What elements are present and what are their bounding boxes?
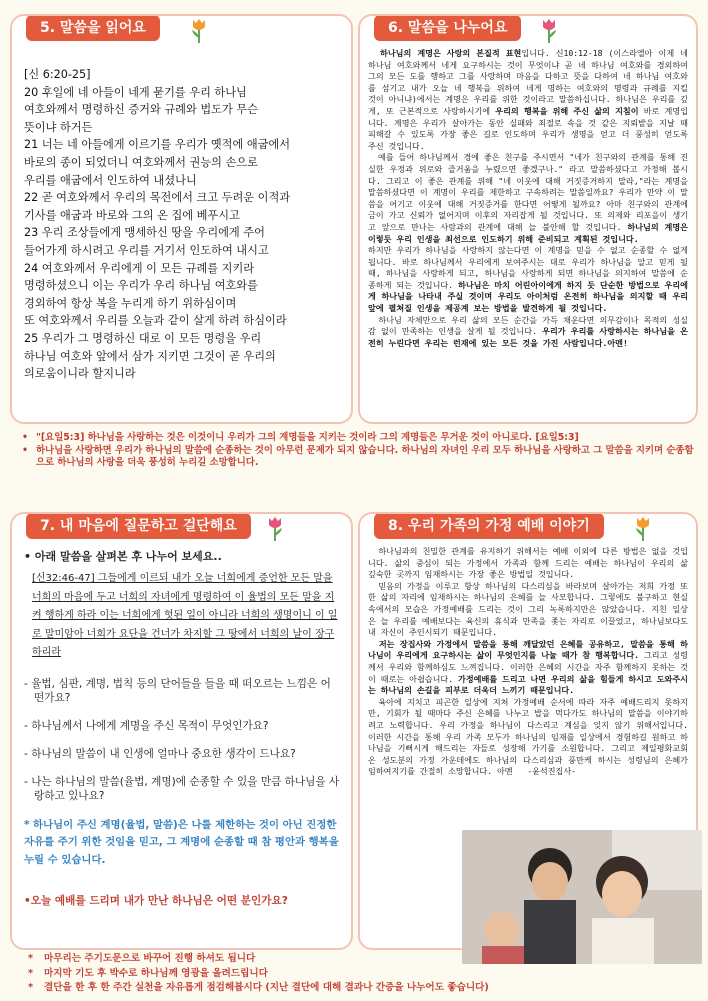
section-8-title: 8. 우리 가족의 가정 예배 이야기	[374, 513, 604, 539]
tulip-icon	[540, 18, 558, 44]
sharing-text: 하나님의 계명은 사랑의 본질적 표현입니다. 신10:12-18 (이스라엘아 이제 네 하나님 여호와께서 네게 요구하시는 것이 무엇이냐 곧 네 하나님 여호와를 경외하여 그의 모든 도를 행하고 그를 사랑하며 마음을 다하고 뜻을 다하여 네 하나님 여호와를 섬기고 내가 오늘 네 행복을 위하여 네게 명하는 여호와의 명령과 규례를 지킬 것이 아니냐)에서는 계명은 우리를 위한 것이라고 말씀하십니다. 하나님은 우리를 깊게, 또 근본적으로 사랑하시기에 우리의 행복을 위해 주신 삶의 지침이 바로 계명입니다. 계명은 우리가 살아가는 동안 실패와 죄절로 속을 것 같은 지뢰밭을 지날 때 피해갈 수 있도록 가장 좋은 길로 인도하며 우리가 생명을 얻고 더 풍성히 얻도록 주신 것입니다. 예를 들어 하나님께서 경에 좋은 친구를 주시면서 "네가 친구와의 관계를 통해 진실한 우정과 위로와 즐거움을 누렸으면 좋겠구나." 라고 말씀하셨다고 가정해 봅시다. 그리고 이 좋은 관계를 위해 "네 이웃에 대해 거짓증거하지 말라,"라는 계명을 말씀하셨다면 이 계명이 우리를 제한하고 구속하려는 말씀일까요? 우리가 만약 이 말씀을 어기고 이웃에 대해 거짓증거를 한다면 어떻게 될까요? 아마 친구와의 관계에 금이 가고 신뢰가 없어지며 이후의 자리잡게 될 것입니다. 또 의제와 리포을이 생기고 앞으로 만나는 사람과의 관계에 대해 늘 불안해 할 것입니다. 하나님의 계명은 이렇듯 우리 인생을 최선으로 인도하기 위해 준비되고 계획된 것입니다. 하지만 우리가 하나님을 사랑하지 않는다면 이 계명을 믿을 수 없고 순종할 수 없게 됩니다. 바로 하나님께서 우리에게 보여주시는 대로 우리가 하나님을 알고 믿게 될 때, 하나님을 사랑하게 되고, 하나님을 사랑하게 되면 하나님을 의지하여 말씀에 순종하게 되는 것입니다. 하나님은 마치 어린아이에게 하지 듯 단순한 방법으로 우리에게 하나님을 나타내 주실 것이며 우리도 아이처럼 온전히 하나님을 의지할 때 우리 앞에 펼쳐질 인생을 제공계 보는 방법을 발견하게 될 것입니다. 하나님 자체만으로 우리 삶의 모든 순간을 가득 채운다면 의무감이나 목적의 성실감 없이 만족하는 인생을 살게 될 것입니다. 우리가 우리를 사랑하시는 하나님을 온전히 누린다면 우리는 런재에 있는 모든 것을 가진 사람입니다.아멘!	[368, 48, 689, 348]
question-item: - 하나님께서 나에게 계명을 주신 목적이 무엇인가요?	[24, 719, 269, 732]
middle-notes	[20, 432, 694, 470]
reflection-question: •오늘 예배를 드리며 내가 만난 하나님은 어떤 분인가요?	[24, 895, 288, 908]
questions-intro: • 아래 말씀을 살펴본 후 나누어 보세요..	[24, 550, 222, 563]
question-item: - 나는 하나님의 말씀(율법, 계명)에 순종할 수 있을 만큼 하나님을 사랑하고 있나요?	[24, 775, 340, 802]
commandment-note: * 하나님이 주신 계명(율법, 말씀)은 나를 제한하는 것이 아닌 진정한 자유를 주기 위한 것임을 믿고, 그 계명에 순종할 때 참 평안과 행복을 누릴 수 있습니다.	[24, 818, 339, 866]
note-item: • 하나님을 사랑하면 우리가 하나님의 말씀에 순종하는 것이 아무런 문제가 되지 않습니다. 하나님의 자녀인 우리 모두 하나님을 사랑하고 그 말씀을 지키며 순종함으로 하나님의 사랑을 더욱 풍성히 누리길 소망합니다.	[20, 445, 694, 470]
tulip-icon	[190, 18, 208, 44]
scripture-text: 20 후일에 네 아들이 네게 묻기를 우리 하나님 여호와께서 명령하신 증거와 규례와 법도가 무슨 뜻이냐 하거든 21 너는 네 아들에게 이르기를 우리가 옛적에 애굽에서 바로의 종이 되었더니 여호와께서 권능의 손으로 우리를 애굽에서 인도하여 내셨나니 22 곧 여호와께서 우리의 목전에서 크고 두려운 이적과 기사를 애굽과 바로와 그의 온 집에 베푸시고 23 우리 조상들에게 맹세하신 땅을 우리에게 주어 들어가게 하시려고 우리를 거기서 인도하여 내시고 24 여호와께서 우리에게 이 모든 규례를 지키라 명령하셨으니 이는 우리가 우리 하나님 여호와를 경외하여 항상 복을 누리게 하기 위하심이며 또 여호와께서 우리를 오늘과 같이 살게 하려 하심이라 25 우리가 그 명령하신 대로 이 모든 명령을 우리 하나님 여호와 앞에서 삼가 지키면 그것이 곧 우리의 의로움이니라 할지니라	[24, 85, 291, 381]
section-6-title: 6. 말씀을 나누어요	[374, 15, 521, 41]
bottom-note-item: * 마무리는 주기도문으로 바꾸어 진행 하셔도 됩니다	[28, 952, 698, 967]
scripture-reference: [신 6:20-25]	[24, 68, 91, 81]
tulip-icon	[266, 516, 284, 542]
question-item: - 율법, 심판, 계명, 법칙 등의 단어들을 들을 때 떠오르는 느낌은 어떤가요?	[24, 677, 331, 704]
section-questions	[10, 512, 353, 950]
bottom-note-item: * 마지막 기도 후 박수로 하나님께 영광을 올려드립니다	[28, 967, 698, 982]
section-5-title: 5. 말씀을 읽어요	[26, 15, 160, 41]
bottom-note-item: * 결단을 한 후 한 주간 실천을 자유롭게 점검해봅시다 (지난 결단에 대해 결과나 간증을 나누어도 좋습니다)	[28, 981, 698, 996]
family-story-text: 하나님과의 친밀한 관계를 유지하기 위해서는 예배 이외에 다른 방법은 없을 것입니다. 삶의 중심이 되는 가정에서 가족과 함께 드리는 예배는 하나님이 우리의 삶 깊숙한 곳까지 임재하시는 가장 좋은 방법일 것입니다. 믿음의 가정을 이루고 항상 하나님의 다스리심을 바라보며 살아가는 저희 가정 또한 삶의 자리에 임재하시는 하나님의 은혜를 늘 사모합니다. 그렇에도 불구하고 현실 속에서의 모습은 가정예배를 드리는 것이 그리 녹록하지만은 않았습니다. 지친 일상은 늘 우리를 예배보다는 육신의 휴식과 만족을 좇는 자리로 이끌었고, 하나님보다도 내 자신이 주인시되기 때문입니다. 저는 장집사와 가정에서 말씀을 통해 깨달았던 은혜를 공유하고, 말씀을 통해 하나님이 우리에게 요구하시는 삶이 무엇인지를 나눌 때가 참 행복합니다. 그리고 성령께서 우리와 함께하심도 느껴집니다. 이러한 은혜의 시간을 자주 함께하지 못하는 것이 때로는 아쉽습니다. 가정예배를 드리고 나면 우리의 삶을 힘들게 하시고 도와주시는 하나님의 손길을 피부로 더욱더 느끼기 때문입니다. 육아에 지치고 피곤한 일상에 지쳐 가정예배 순서에 따라 자주 예배드리지 못하지만, 기회가 될 때마다 주신 은혜를 나누고 밥을 먹다가도 하나님의 말씀을 이야기하려고 노력합니다. 우리 가정을 하나님이 다스리고 계심을 잊지 않기 위해서입니다. 이러한 시간을 통해 우리 가족 모두가 하나님의 임재를 일상에서 경험하길 원하고 하나님을 기뻐시게 해드리는 자들로 성장해 가기를 소원합니다. 그리고 제일평화교회 온 성도분의 가정 가운데에도 하나님의 다스리심과 풍만케 하시는 성령님의 은혜가 임하여지기를 간절히 소망합니다. 아멘 -윤석진집사-	[368, 546, 689, 777]
tulip-icon	[634, 516, 652, 542]
questions-verse: [신32:46-47] 그들에게 이르되 내가 오늘 너희에게 증언한 모든 말을 너희의 마음에 두고 너희의 자녀에게 명령하여 이 율법의 모든 말을 지켜 행하게 하라 이는 너희에게 헛된 일이 아니라 너희의 생명이니 이 일로 말미암아 너희가 요단을 건너가 차지할 그 땅에서 너희의 날이 장구하리라	[32, 573, 338, 659]
section-read-word	[10, 14, 353, 424]
section-7-title: 7. 내 마음에 질문하고 걸단해요	[26, 513, 251, 539]
family-photo	[462, 830, 702, 964]
section-share-word	[358, 14, 698, 424]
question-item: - 하나님의 말씀이 내 인생에 얼마나 중요한 생각이 드나요?	[24, 747, 296, 760]
bottom-notes	[28, 952, 698, 996]
note-item: • "[요일5:3] 하나님을 사랑하는 것은 이것이니 우리가 그의 계명들을 지키는 것이라 그의 계명들은 무거운 것이 아니로다. [요일5:3]	[20, 432, 694, 445]
